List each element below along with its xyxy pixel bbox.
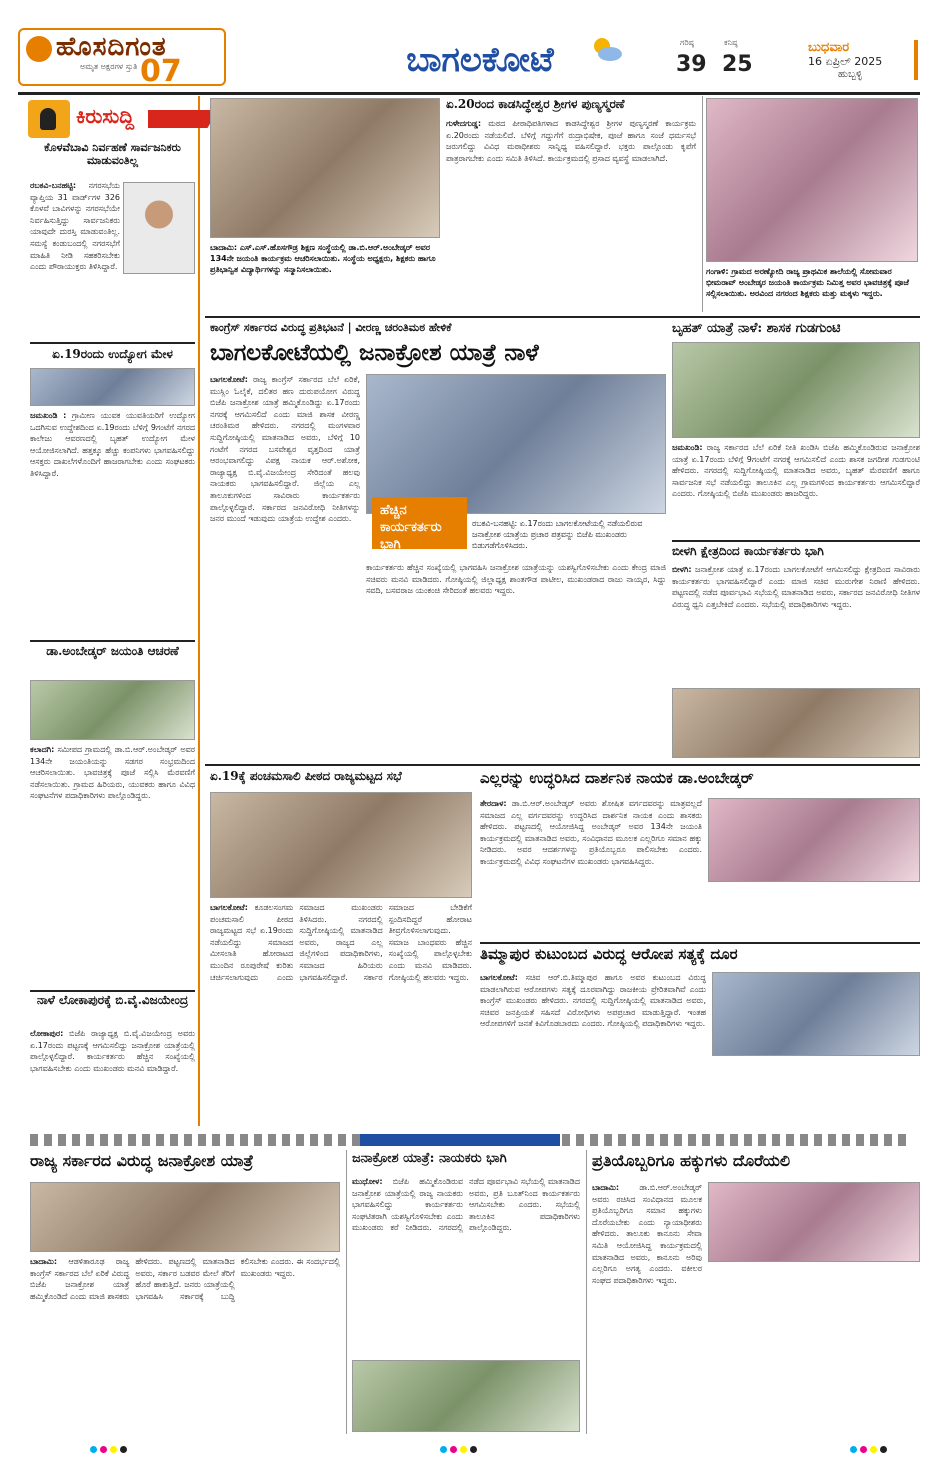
dateline: ಗುಳೇದಗುಡ್ಡ: xyxy=(446,119,482,128)
school-children-photo xyxy=(706,98,918,262)
dateline: ಮುಧೋಳ: xyxy=(352,1177,383,1186)
dateline: ಬೀಳಗಿ: xyxy=(672,565,692,574)
article-text: ನಗರಸಭೆಯ ವ್ಯಾಪ್ತಿಯ 31 ವಾರ್ಡ್‌ಗಳ 326 ಕೊಳವೆ ಬಾವಿಗಳನ್ನು ನಗರಸಭೆಯೇ ನಿರ್ವಹಿಸುತ್ತಿದ್ದು ಸಾರ್ವಜನಿಕರು ಯಾವುದೇ ದುರಸ್ತಿ ಮಾಡುವಂತಿಲ್ಲ. ಸಮಸ್ಯೆ ಕಂಡುಬಂದಲ್ಲಿ ನಗರಸಭೆಗೆ ಮಾಹಿತಿ ನೀಡಿ ಸಹಕರಿಸಬೇಕು ಎಂದು ಪೌರಾಯುಕ್ತರು ತಿಳಿಸಿದ್ದಾರೆ. xyxy=(30,181,120,272)
dateline: ಬಾಗಲಕೋಟೆ: xyxy=(210,375,248,384)
article-headline: ಪ್ರತಿಯೊಬ್ಬರಿಗೂ ಹಕ್ಕುಗಳು ದೊರೆಯಲಿ xyxy=(592,1152,791,1170)
registration-marks xyxy=(850,1438,890,1448)
column-divider xyxy=(198,96,200,1126)
registration-marks xyxy=(440,1438,480,1448)
legal-awareness-photo xyxy=(708,1182,920,1262)
sidebar-article-body xyxy=(30,410,195,636)
dateline: ಬಾಗಲಕೋಟೆ: xyxy=(210,903,248,912)
article-text: ಬಿಜೆಪಿ ಹಮ್ಮಿಕೊಂಡಿರುವ ಜನಾಕ್ರೋಶ ಯಾತ್ರೆಯಲ್ಲಿ ರಾಜ್ಯ ನಾಯಕರು ಭಾಗವಹಿಸಲಿದ್ದು ಕಾರ್ಯಕರ್ತರು ಸಂಘಟಿತರಾಗಿ ಯಶಸ್ವಿಗೊಳಿಸಬೇಕು ಎಂದು ಮುಖಂಡರು ಕರೆ ನೀಡಿದರು. ನಗರದಲ್ಲಿ ನಡೆದ ಪೂರ್ವಭಾವಿ ಸಭೆಯಲ್ಲಿ ಮಾತನಾಡಿದ ಅವರು, ಪ್ರತಿ ಬೂತ್‌ನಿಂದ ಕಾರ್ಯಕರ್ತರು ಆಗಮಿಸಬೇಕು ಎಂದರು. ಸಭೆಯಲ್ಲಿ ತಾಲೂಕಿನ ಪದಾಧಿಕಾರಿಗಳು ಪಾಲ್ಗೊಂಡಿದ್ದರು. xyxy=(352,1177,580,1233)
article-headline: ಬೃಹತ್ ಯಾತ್ರೆ ನಾಳೆ: ಶಾಸಕ ಗುಡಗುಂಟಿ xyxy=(672,322,841,336)
date-block xyxy=(808,40,918,80)
sidebar-article-body xyxy=(30,1028,195,1128)
lead-article-body xyxy=(210,374,360,758)
sidebar-article-body xyxy=(30,180,120,340)
registration-marks xyxy=(90,1438,130,1448)
masthead xyxy=(0,0,945,92)
temp-max-label: ಗರಿಷ್ಠ xyxy=(680,38,694,47)
divider xyxy=(672,540,920,542)
decorative-strip-accent xyxy=(360,1134,560,1146)
school-event-photo xyxy=(210,98,440,238)
sidebar-headline: ಕೊಳವೆಬಾವಿ ನಿರ್ವಹಣೆ ಸಾರ್ವಜನಿಕರು ಮಾಡುವಂತಿಲ್ಲ xyxy=(44,142,181,167)
divider xyxy=(205,316,920,318)
section-label: ಕಿರುಸುದ್ದಿ xyxy=(76,104,135,128)
dateline: ರಬಕವಿ-ಬನಹಟ್ಟಿ: xyxy=(30,181,77,190)
dateline: ಕಲಾದಗಿ: xyxy=(30,745,55,754)
meeting-photo xyxy=(672,688,920,758)
article-text: ರಾಜ್ಯ ಸರ್ಕಾರದ ಬೆಲೆ ಏರಿಕೆ ನೀತಿ ಖಂಡಿಸಿ ಬಿಜೆಪಿ ಹಮ್ಮಿಕೊಂಡಿರುವ ಜನಾಕ್ರೋಶ ಯಾತ್ರೆ ಏ.17ರಂದು ಬೆಳಿಗ್ಗೆ 9ಗಂಟೆಗೆ ನಗರಕ್ಕೆ ಆಗಮಿಸಲಿದೆ ಎಂದು ಶಾಸಕ ಜಗದೀಶ ಗುಡಗುಂಟಿ ಹೇಳಿದರು. ನಗರದಲ್ಲಿ ಸುದ್ದಿಗೋಷ್ಠಿಯಲ್ಲಿ ಮಾತನಾಡಿದ ಅವರು, ಬೃಹತ್ ಮೆರವಣಿಗೆ ಹಾಗೂ ಸಾರ್ವಜನಿಕ ಸಭೆ ನಡೆಯಲಿದ್ದು ತಾಲೂಕಿನ ಎಲ್ಲ ಗ್ರಾಮಗಳಿಂದ ಕಾರ್ಯಕರ್ತರು ಆಗಮಿಸಲಿದ್ದಾರೆ ಎಂದರು. ಗೋಷ್ಠಿಯಲ್ಲಿ ಬಿಜೆಪಿ ಮುಖಂಡರು ಹಾಜರಿದ್ದರು. xyxy=(672,443,920,499)
photo-caption: ಗಂಗಾಳಿ: ಗ್ರಾಮದ ಅರಣ್ಯೋದಿ ರಾಜ್ಯ ಪ್ರಾಥಮಿಕ ಶಾಲೆಯಲ್ಲಿ ಸೋಮವಾರ ಭೀಮರಾವ್ ಅಂಬೇಡ್ಕರ ಜಯಂತಿ ಕಾರ್ಯಕ್ರಮ ನಿಮಿತ್ತ ಅವರ ಭಾವಚಿತ್ರಕ್ಕೆ ಪೂಜೆ ಸಲ್ಲಿಸಲಾಯಿತು. ಅರವಿಂದ ನಗರಂದ ಶಿಕ್ಷಕರು ಮತ್ತು ಮಕ್ಕಳು ಇದ್ದರು. xyxy=(706,267,909,299)
temp-min: 25 xyxy=(722,52,753,77)
article-headline: ಜನಾಕ್ರೋಶ ಯಾತ್ರೆ: ನಾಯಕರು ಭಾಗಿ xyxy=(352,1152,507,1166)
ambedkar-jayanti-photo xyxy=(30,680,195,740)
divider xyxy=(30,342,195,344)
district-name: ಬಾಗಲಕೋಟೆ xyxy=(406,40,554,80)
logo-emblem-icon xyxy=(26,36,52,62)
article-text: ಡಾ.ಬಿ.ಆರ್.ಅಂಬೇಡ್ಕರ್ ಅವರು ರಚಿಸಿದ ಸಂವಿಧಾನದ ಮೂಲಕ ಪ್ರತಿಯೊಬ್ಬರಿಗೂ ಸಮಾನ ಹಕ್ಕುಗಳು ದೊರೆಯಬೇಕು ಎಂದು ನ್ಯಾಯಾಧೀಶರು ಹೇಳಿದರು. ತಾಲೂಕು ಕಾನೂನು ಸೇವಾ ಸಮಿತಿ ಆಯೋಜಿಸಿದ್ದ ಕಾರ್ಯಕ್ರಮದಲ್ಲಿ ಮಾತನಾಡಿದ ಅವರು, ಕಾನೂನು ಅರಿವು ಎಲ್ಲರಿಗೂ ಅಗತ್ಯ ಎಂದರು. ವಕೀಲರ ಸಂಘದ ಪದಾಧಿಕಾರಿಗಳು ಇದ್ದರು. xyxy=(592,1183,702,1285)
paper-logo xyxy=(18,28,226,89)
dateline: ಬಾಗಲಕೋಟೆ: xyxy=(480,973,518,982)
ambedkar-event-photo xyxy=(708,798,920,882)
divider xyxy=(30,640,195,642)
divider xyxy=(30,990,195,992)
article-body xyxy=(480,972,706,1126)
dateline: ಬಾದಾಮಿ: xyxy=(30,1257,58,1266)
weekday: ಬುಧವಾರ xyxy=(808,40,850,55)
lead-kicker: ಕಾಂಗ್ರೆಸ್ ಸರ್ಕಾರದ ವಿರುದ್ಧ ಪ್ರತಿಭಟನೆ | ವೀರಣ್ಣ ಚರಂತಿಮಠ ಹೇಳಿಕೆ xyxy=(210,322,452,334)
issue-date: 16 ಏಪ್ರಿಲ್ 2025 xyxy=(808,55,883,68)
protest-photo xyxy=(30,1182,340,1252)
article-body xyxy=(446,118,696,310)
congress-press-photo xyxy=(712,972,920,1056)
edition: ಹುಬ್ಬಳ್ಳಿ xyxy=(838,69,863,80)
article-body xyxy=(592,1182,702,1432)
kirusuddi-section-header xyxy=(28,100,200,136)
highlight-box: ಹೆಚ್ಚಿನ ಕಾರ್ಯಕರ್ತರು ಭಾಗಿ xyxy=(372,497,467,549)
dateline: ಜಮಖಂಡಿ : xyxy=(30,411,67,420)
dateline: ಬಾದಾಮಿ: xyxy=(592,1183,620,1192)
dateline: ಜಮಖಂಡಿ: xyxy=(672,443,703,452)
weather-sun-cloud-icon xyxy=(588,36,624,62)
photo-caption: ರಬಕವಿ-ಬನಹಟ್ಟಿ: ಏ.17ರಂದು ಬಾಗಲಕೋಟೆಯಲ್ಲಿ ನಡೆಯಲಿರುವ ಜನಾಕ್ರೋಶ ಯಾತ್ರೆಯ ಪ್ರಚಾರ ಪತ್ರವನ್ನು ಬಿಜೆಪಿ ಮುಖಂಡರು ಬಿಡುಗಡೆಗೊಳಿಸಿದರು. xyxy=(472,519,643,551)
article-headline: ಏ.20ರಂದ ಕಾಡಸಿದ್ಧೇಶ್ವರ ಶ್ರೀಗಳ ಪುಣ್ಯಸ್ಮರಣೆ xyxy=(446,98,625,111)
article-headline: ಎಲ್ಲರನ್ನು ಉದ್ಧರಿಸಿದ ದಾರ್ಶನಿಕ ನಾಯಕ ಡಾ.ಅಂಬೇಡ್ಕರ್ xyxy=(480,770,754,787)
masthead-rule xyxy=(18,92,920,95)
article-text: ಆಡಳಿತಾರೂಢ ರಾಜ್ಯ ಕಾಂಗ್ರೆಸ್ ಸರ್ಕಾರದ ಬೆಲೆ ಏರಿಕೆ ವಿರುದ್ಧ ಬಿಜೆಪಿ ಜನಾಕ್ರೋಶ ಯಾತ್ರೆ ಹಮ್ಮಿಕೊಂಡಿದೆ ಎಂದು ಮಾಜಿ ಶಾಸಕರು ಹೇಳಿದರು. ಪಟ್ಟಣದಲ್ಲಿ ಮಾತನಾಡಿದ ಅವರು, ಸರ್ಕಾರ ಬಡವರ ಮೇಲೆ ತೆರಿಗೆ ಹೊರೆ ಹಾಕುತ್ತಿದೆ. ಜನರು ಯಾತ್ರೆಯಲ್ಲಿ ಭಾಗವಹಿಸಿ ಸರ್ಕಾರಕ್ಕೆ ಬುದ್ಧಿ ಕಲಿಸಬೇಕು ಎಂದರು. ಈ ಸಂದರ್ಭದಲ್ಲಿ ಮುಖಂಡರು ಇದ್ದರು. xyxy=(30,1257,340,1301)
press-meet-photo xyxy=(366,374,666,514)
article-body xyxy=(480,798,702,938)
sidebar-headline: ಡಾ.ಅಂಬೇಡ್ಕರ್ ಜಯಂತಿ ಆಚರಣೆ xyxy=(46,645,179,658)
page-number: 07 xyxy=(140,54,182,89)
person-portrait-photo xyxy=(123,182,195,274)
mla-press-photo xyxy=(672,342,920,438)
dateline: ಲೋಕಾಪುರ: xyxy=(30,1029,64,1038)
job-fair-photo xyxy=(30,368,195,406)
panchamasali-press-photo xyxy=(210,792,472,898)
article-text: ಬಿಜೆಪಿ ರಾಜ್ಯಾಧ್ಯಕ್ಷ ಬಿ.ವೈ.ವಿಜಯೇಂದ್ರ ಅವರು ಏ.17ರಂದು ಪಟ್ಟಣಕ್ಕೆ ಆಗಮಿಸಲಿದ್ದು ಜನಾಕ್ರೋಶ ಯಾತ್ರೆಯಲ್ಲಿ ಪಾಲ್ಗೊಳ್ಳಲಿದ್ದಾರೆ. ಕಾರ್ಯಕರ್ತರು ಹೆಚ್ಚಿನ ಸಂಖ್ಯೆಯಲ್ಲಿ ಭಾಗವಹಿಸಬೇಕು ಎಂದು ಮುಖಂಡರು ಮನವಿ ಮಾಡಿದ್ದಾರೆ. xyxy=(30,1029,195,1073)
column-divider xyxy=(702,96,703,312)
paper-tagline: ಅಮೃತ ಅಕ್ಷರಗಳ ಸ್ತುತಿ xyxy=(80,62,138,71)
hand-gesture-icon xyxy=(28,100,70,138)
temp-min-label: ಕನಿಷ್ಠ xyxy=(724,38,738,47)
temp-max: 39 xyxy=(676,52,707,77)
lead-headline: ಬಾಗಲಕೋಟೆಯಲ್ಲಿ ಜನಾಕ್ರೋಶ ಯಾತ್ರೆ ನಾಳೆ xyxy=(210,340,539,366)
article-body xyxy=(210,902,472,1126)
section-accent-bar xyxy=(148,110,218,128)
sidebar-article-body xyxy=(30,744,195,984)
article-text: ಮಠದ ಪೀಠಾಧಿಪತಿಗಳಾದ ಕಾಡಸಿದ್ಧೇಶ್ವರ ಶ್ರೀಗಳ ಪುಣ್ಯಸ್ಮರಣೆ ಕಾರ್ಯಕ್ರಮ ಏ.20ರಂದು ನಡೆಯಲಿದೆ. ಬೆಳಿಗ್ಗೆ ಗದ್ದುಗೆಗೆ ರುದ್ರಾಭಿಷೇಕ, ಪೂಜೆ ಹಾಗೂ ಸಂಜೆ ಧರ್ಮಸಭೆ ಜರುಗಲಿದ್ದು ವಿವಿಧ ಮಠಾಧೀಶರು ಸಾನ್ನಿಧ್ಯ ವಹಿಸಲಿದ್ದಾರೆ. ಭಕ್ತರು ಪಾಲ್ಗೊಂಡು ಕೃಪೆಗೆ ಪಾತ್ರರಾಗಬೇಕು ಎಂದು ಸಮಿತಿ ತಿಳಿಸಿದೆ. ಕಾರ್ಯಕ್ರಮದಲ್ಲಿ ಪ್ರಸಾದ ವ್ಯವಸ್ಥೆ ಮಾಡಲಾಗಿದೆ. xyxy=(446,119,696,163)
article-headline: ತಿಮ್ಮಾಪುರ ಕುಟುಂಬದ ವಿರುದ್ಧ ಆರೋಪ ಸತ್ಯಕ್ಕೆ ದೂರ xyxy=(480,946,738,963)
article-text: ಸಮೀಪದ ಗ್ರಾಮದಲ್ಲಿ ಡಾ.ಬಿ.ಆರ್.ಅಂಬೇಡ್ಕರ್ ಅವರ 134ನೇ ಜಯಂತಿಯನ್ನು ಸಡಗರ ಸಂಭ್ರಮದಿಂದ ಆಚರಿಸಲಾಯಿತು. ಭಾವಚಿತ್ರಕ್ಕೆ ಪೂಜೆ ಸಲ್ಲಿಸಿ ಮೆರವಣಿಗೆ ನಡೆಸಲಾಯಿತು. ಗ್ರಾಮದ ಹಿರಿಯರು, ಯುವಕರು ಹಾಗೂ ವಿವಿಧ ಸಂಘಟನೆಗಳ ಪದಾಧಿಕಾರಿಗಳು ಪಾಲ್ಗೊಂಡಿದ್ದರು. xyxy=(30,745,195,801)
article-text: ರಾಜ್ಯ ಕಾಂಗ್ರೆಸ್ ಸರ್ಕಾರದ ಬೆಲೆ ಏರಿಕೆ, ಮುಸ್ಲಿಂ ಓಲೈಕೆ, ದಲಿತರ ಹಣ ದುರುಪಯೋಗ ವಿರುದ್ಧ ಬಿಜೆಪಿ ಜನಾಕ್ರೋಶ ಯಾತ್ರೆ ಹಮ್ಮಿಕೊಂಡಿದ್ದು ಏ.17ರಂದು ನಗರಕ್ಕೆ ಆಗಮಿಸಲಿದೆ ಎಂದು ಮಾಜಿ ಶಾಸಕ ವೀರಣ್ಣ ಚರಂತಿಮಠ ಹೇಳಿದರು. ನಗರದಲ್ಲಿ ಮಂಗಳವಾರ ಸುದ್ದಿಗೋಷ್ಠಿಯಲ್ಲಿ ಮಾತನಾಡಿದ ಅವರು, ಬೆಳಿಗ್ಗೆ 10 ಗಂಟೆಗೆ ನಗರದ ಬಸವೇಶ್ವರ ವೃತ್ತದಿಂದ ಯಾತ್ರೆ ಆರಂಭವಾಗಲಿದ್ದು ವಿಪಕ್ಷ ನಾಯಕ ಆರ್.ಅಶೋಕ, ರಾಜ್ಯಾಧ್ಯಕ್ಷ ಬಿ.ವೈ.ವಿಜಯೇಂದ್ರ ಸೇರಿದಂತೆ ಹಲವು ನಾಯಕರು ಭಾಗವಹಿಸಲಿದ್ದಾರೆ. ಜಿಲ್ಲೆಯ ಎಲ್ಲ ತಾಲೂಕುಗಳಿಂದ ಸಾವಿರಾರು ಕಾರ್ಯಕರ್ತರು ಪಾಲ್ಗೊಳ್ಳಲಿದ್ದಾರೆ. ಸರ್ಕಾರದ ಜನವಿರೋಧಿ ನೀತಿಗಳನ್ನು ಜನರ ಮುಂದೆ ಇಡುವುದು ಯಾತ್ರೆಯ ಉದ್ದೇಶ ಎಂದರು. xyxy=(210,375,360,524)
article-text: ಡಾ.ಬಿ.ಆರ್.ಅಂಬೇಡ್ಕರ್ ಅವರು ಶೋಷಿತ ವರ್ಗದವರನ್ನು ಮಾತ್ರವಲ್ಲದೆ ಸಮಾಜದ ಎಲ್ಲ ವರ್ಗದವರನ್ನು ಉದ್ಧರಿಸಿದ ದಾರ್ಶನಿಕ ನಾಯಕ ಎಂದು ಶಾಸಕರು ಹೇಳಿದರು. ಪಟ್ಟಣದಲ್ಲಿ ಆಯೋಜಿಸಿದ್ದ ಅಂಬೇಡ್ಕರ್ ಅವರ 134ನೇ ಜಯಂತಿ ಕಾರ್ಯಕ್ರಮದಲ್ಲಿ ಮಾತನಾಡಿದ ಅವರು, ಸಂವಿಧಾನದ ಮೂಲಕ ಎಲ್ಲರಿಗೂ ಸಮಾನ ಹಕ್ಕು ನೀಡಿದರು. ಅವರ ಆದರ್ಶಗಳನ್ನು ಪ್ರತಿಯೊಬ್ಬರೂ ಪಾಲಿಸಬೇಕು ಎಂದರು. ಕಾರ್ಯಕ್ರಮದಲ್ಲಿ ವಿವಿಧ ಸಂಘಟನೆಗಳ ಮುಖಂಡರು ಭಾಗವಹಿಸಿದ್ದರು. xyxy=(480,799,702,866)
dateline: ತೇರದಾಳ: xyxy=(480,799,507,808)
article-text: ಕೂಡಲಸಂಗಮ ಪಂಚಮಸಾಲಿ ಪೀಠದ ರಾಜ್ಯಮಟ್ಟದ ಸಭೆ ಏ.19ರಂದು ನಡೆಯಲಿದ್ದು ಸಮಾಜದ ಮೀಸಲಾತಿ ಹೋರಾಟದ ಮುಂದಿನ ರೂಪುರೇಷೆ ಕುರಿತು ಚರ್ಚಿಸಲಾಗುವುದು ಎಂದು ಸಮಾಜದ ಮುಖಂಡರು ತಿಳಿಸಿದರು. ನಗರದಲ್ಲಿ ಸುದ್ದಿಗೋಷ್ಠಿಯಲ್ಲಿ ಮಾತನಾಡಿದ ಅವರು, ರಾಜ್ಯದ ಎಲ್ಲ ಜಿಲ್ಲೆಗಳಿಂದ ಪದಾಧಿಕಾರಿಗಳು, ಸಮಾಜದ ಹಿರಿಯರು ಭಾಗವಹಿಸಲಿದ್ದಾರೆ. ಸರ್ಕಾರ ಸಮಾಜದ ಬೇಡಿಕೆಗೆ ಸ್ಪಂದಿಸದಿದ್ದರೆ ಹೋರಾಟ ತೀವ್ರಗೊಳಿಸಲಾಗುವುದು. ಸಮಾಜ ಬಾಂಧವರು ಹೆಚ್ಚಿನ ಸಂಖ್ಯೆಯಲ್ಲಿ ಪಾಲ್ಗೊಳ್ಳಬೇಕು ಎಂದು ಮನವಿ ಮಾಡಿದರು. ಗೋಷ್ಠಿಯಲ್ಲಿ ಹಲವರು ಇದ್ದರು. xyxy=(210,903,472,982)
sidebar-headline: ಏ.19ರಂದು ಉದ್ಯೋಗ ಮೇಳ xyxy=(52,348,173,361)
article-headline: ಏ.19ಕ್ಕೆ ಪಂಚಮಸಾಲಿ ಪೀಠದ ರಾಜ್ಯಮಟ್ಟದ ಸಭೆ xyxy=(210,770,402,783)
photo-caption: ಬಾದಾಮಿ: ಎಸ್.ಎಸ್.ಹೊಸಗೌಡ್ರ ಶಿಕ್ಷಣ ಸಂಸ್ಥೆಯಲ್ಲಿ ಡಾ.ಬಿ.ಆರ್.ಅಂಬೇಡ್ಕರ್ ಅವರ 134ನೇ ಜಯಂತಿ ಕಾರ್ಯಕ್ರಮ ಆಚರಿಸಲಾಯಿತು. ಸಂಸ್ಥೆಯ ಅಧ್ಯಕ್ಷರು, ಶಿಕ್ಷಕರು ಹಾಗೂ ಪ್ರತಿಭಾನ್ವಿತ ವಿದ್ಯಾರ್ಥಿಗಳನ್ನು ಸನ್ಮಾನಿಸಲಾಯಿತು. xyxy=(210,243,436,275)
divider xyxy=(480,942,920,944)
article-body xyxy=(30,1256,340,1432)
article-text: ಸಚಿವ ಆರ್.ಬಿ.ತಿಮ್ಮಾಪುರ ಹಾಗೂ ಅವರ ಕುಟುಂಬದ ವಿರುದ್ಧ ಮಾಡಲಾಗಿರುವ ಆರೋಪಗಳು ಸತ್ಯಕ್ಕೆ ದೂರವಾಗಿದ್ದು ರಾಜಕೀಯ ಪ್ರೇರಿತವಾಗಿವೆ ಎಂದು ಕಾಂಗ್ರೆಸ್ ಮುಖಂಡರು ಹೇಳಿದರು. ನಗರದಲ್ಲಿ ಸುದ್ದಿಗೋಷ್ಠಿಯಲ್ಲಿ ಮಾತನಾಡಿದ ಅವರು, ಸಚಿವರ ಜನಪ್ರಿಯತೆ ಸಹಿಸದೆ ವಿರೋಧಿಗಳು ಅಪಪ್ರಚಾರ ಮಾಡುತ್ತಿದ್ದಾರೆ. ಇಂತಹ ಆರೋಪಗಳಿಗೆ ಜನತೆ ಕಿವಿಗೊಡಬಾರದು ಎಂದರು. ಗೋಷ್ಠಿಯಲ್ಲಿ ಪದಾಧಿಕಾರಿಗಳು ಇದ್ದರು. xyxy=(480,973,706,1029)
divider xyxy=(205,764,920,766)
article-body xyxy=(352,1176,580,1356)
article-headline: ಬೀಳಗಿ ಕ್ಷೇತ್ರದಿಂದ ಕಾರ್ಯಕರ್ತರು ಭಾಗಿ xyxy=(672,545,824,558)
column-divider xyxy=(586,1150,587,1434)
meeting-photo xyxy=(352,1360,580,1432)
column-divider xyxy=(346,1150,347,1434)
article-text: ಜನಾಕ್ರೋಶ ಯಾತ್ರೆ ಏ.17ರಂದು ಬಾಗಲಕೋಟೆಗೆ ಆಗಮಿಸಲಿದ್ದು ಕ್ಷೇತ್ರದಿಂದ ಸಾವಿರಾರು ಕಾರ್ಯಕರ್ತರು ಭಾಗವಹಿಸಲಿದ್ದಾರೆ ಎಂದು ಮಾಜಿ ಸಚಿವ ಮುರುಗೇಶ ನಿರಾಣಿ ಹೇಳಿದರು. ಪಟ್ಟಣದಲ್ಲಿ ನಡೆದ ಪೂರ್ವಭಾವಿ ಸಭೆಯಲ್ಲಿ ಮಾತನಾಡಿದ ಅವರು, ಸರ್ಕಾರದ ಜನವಿರೋಧಿ ನೀತಿಗಳ ವಿರುದ್ಧ ಧ್ವನಿ ಎತ್ತಬೇಕಿದೆ ಎಂದರು. ಸಭೆಯಲ್ಲಿ ಪದಾಧಿಕಾರಿಗಳು ಇದ್ದರು. xyxy=(672,565,920,609)
article-text: ಗ್ರಾಮೀಣ ಯುವಕ ಯುವತಿಯರಿಗೆ ಉದ್ಯೋಗ ಒದಗಿಸುವ ಉದ್ದೇಶದಿಂದ ಏ.19ರಂದು ಬೆಳಿಗ್ಗೆ 9ಗಂಟೆಗೆ ನಗರದ ಕಾಲೇಜು ಆವರಣದಲ್ಲಿ ಬೃಹತ್ ಉದ್ಯೋಗ ಮೇಳ ಆಯೋಜಿಸಲಾಗಿದೆ. ಹತ್ತಕ್ಕೂ ಹೆಚ್ಚು ಕಂಪನಿಗಳು ಭಾಗವಹಿಸಲಿದ್ದು ಆಸಕ್ತರು ದಾಖಲೆಗಳೊಂದಿಗೆ ಹಾಜರಾಗಬೇಕು ಎಂದು ಸಂಘಟಕರು ತಿಳಿಸಿದ್ದಾರೆ. xyxy=(30,411,195,478)
article-body xyxy=(672,564,920,684)
sidebar-headline: ನಾಳೆ ಲೋಕಾಪುರಕ್ಕೆ ಬಿ.ವೈ.ವಿಜಯೇಂದ್ರ xyxy=(36,994,189,1007)
lead-article-body-continued: ಕಾರ್ಯಕರ್ತರು ಹೆಚ್ಚಿನ ಸಂಖ್ಯೆಯಲ್ಲಿ ಭಾಗವಹಿಸಿ ಜನಾಕ್ರೋಶ ಯಾತ್ರೆಯನ್ನು ಯಶಸ್ವಿಗೊಳಿಸಬೇಕು ಎಂದು ಕೇಂದ್ರ ಮಾಜಿ ಸಚಿವರು ಮನವಿ ಮಾಡಿದರು. ಗೋಷ್ಠಿಯಲ್ಲಿ ಜಿಲ್ಲಾಧ್ಯಕ್ಷ ಶಾಂತಗೌಡ ಪಾಟೀಲ, ಮುಖಂಡರಾದ ರಾಜು ನಾಯ್ಕರ, ಸಿದ್ದು ಸವದಿ, ಬಸವರಾಜ ಯಂಕಂಚಿ ಸೇರಿದಂತೆ ಹಲವರು ಇದ್ದರು. xyxy=(366,563,666,596)
article-body xyxy=(672,442,920,534)
paper-name: ಹೊಸದಿಗಂತ xyxy=(56,32,167,62)
article-headline: ರಾಜ್ಯ ಸರ್ಕಾರದ ವಿರುದ್ಧ ಜನಾಕ್ರೋಶ ಯಾತ್ರೆ xyxy=(30,1152,254,1170)
